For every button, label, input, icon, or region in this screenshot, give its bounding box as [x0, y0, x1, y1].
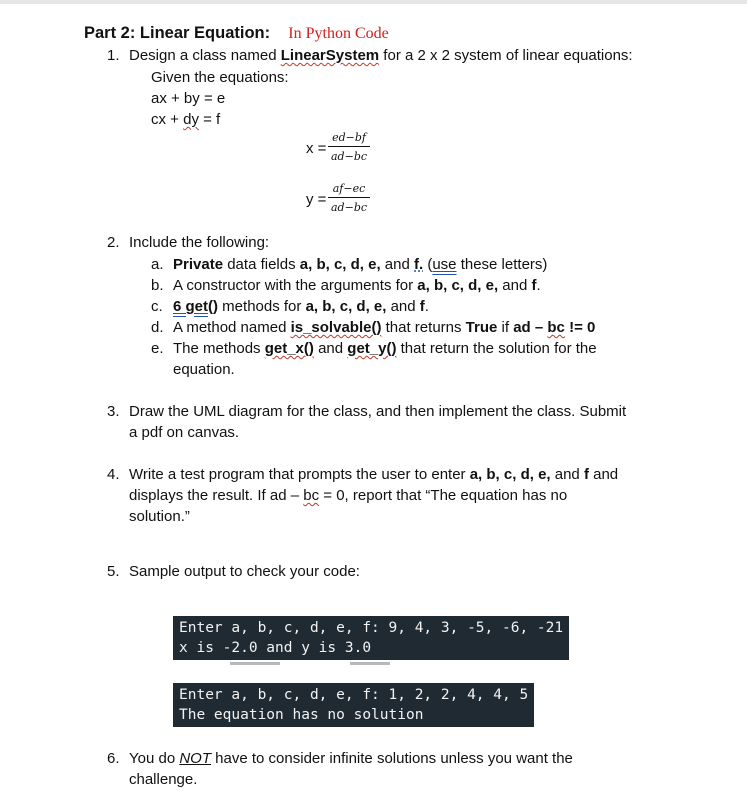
item-4-number: 4. — [107, 466, 120, 483]
item-2e-t2: and — [313, 340, 348, 357]
item-2a-t4: these letters) — [456, 256, 548, 273]
item-6-line1 — [129, 750, 573, 767]
item-2c-f: f — [419, 298, 425, 315]
item-1-number: 1. — [107, 47, 120, 64]
item-3-line1: Draw the UML diagram for the class, and then implement the class. Submit — [129, 403, 627, 420]
language-note: In Python Code — [288, 25, 389, 42]
y-numerator: af−ec — [332, 182, 366, 195]
y-formula-label: y = — [306, 191, 327, 208]
item-2c-end: . — [424, 298, 429, 315]
item-2b-t2: and — [498, 277, 532, 294]
item-2d-t2: that returns — [381, 319, 466, 336]
equation-1: ax + by = e — [151, 90, 226, 107]
item-4-l1-f: f — [583, 466, 589, 483]
item-2d-cond2: != 0 — [564, 319, 596, 336]
x-formula-label: x = — [306, 140, 327, 157]
private-word: Private — [173, 256, 224, 273]
item-2a-t2: and — [380, 256, 414, 273]
item-1-post: for a 2 x 2 system of linear equations: — [379, 47, 633, 64]
equation-2-pre: cx + — [151, 111, 184, 128]
page-title: Part 2: Linear Equation: — [84, 24, 271, 42]
x-fraction-bar — [328, 146, 370, 147]
item-2c-letter: c. — [151, 298, 163, 315]
get-y-method: get_y() — [347, 340, 397, 357]
item-6-t1: You do — [129, 750, 180, 767]
heading — [84, 24, 389, 43]
item-4-l2-bc: bc — [303, 487, 320, 504]
item-2b-letter: b. — [151, 277, 164, 294]
equation-2-dy: dy — [183, 111, 199, 128]
item-2a-vars: a, b, c, d, e, — [299, 256, 381, 273]
y-fraction-bar — [328, 197, 370, 198]
console-2-line-1: Enter a, b, c, d, e, f: 1, 2, 2, 4, 4, 5 — [179, 687, 529, 703]
item-6-t2: have to consider infinite solutions unless you want the — [211, 750, 573, 767]
top-border — [0, 0, 747, 4]
console-sample-2 — [173, 683, 534, 727]
item-5-text: Sample output to check your code: — [129, 563, 360, 580]
faded-artifact — [230, 662, 280, 665]
console-1-line-2: x is -2.0 and y is 3.0 — [179, 640, 372, 656]
item-3-number: 3. — [107, 403, 120, 420]
item-2d-t1: A method named — [173, 319, 291, 336]
faded-artifact — [350, 662, 390, 665]
item-4-line3: solution.” — [129, 508, 190, 525]
item-2d-t3: if — [497, 319, 514, 336]
item-2c-t2: and — [386, 298, 420, 315]
item-2a-f: f. — [414, 256, 424, 273]
console-sample-1 — [173, 616, 569, 660]
item-2d-bc: bc — [547, 319, 565, 336]
item-2e-text — [173, 340, 597, 357]
x-denominator: ad−bc — [331, 150, 368, 163]
equation-2-post: = f — [198, 111, 221, 128]
item-1-text — [129, 47, 633, 64]
class-name: LinearSystem — [280, 47, 380, 64]
item-2a-letter: a. — [151, 256, 164, 273]
equation-2 — [151, 111, 220, 128]
item-4-line2 — [129, 487, 567, 504]
item-2a-t3: ( — [423, 256, 433, 273]
console-2-line-2: The equation has no solution — [179, 707, 424, 723]
get-x-method: get_x() — [264, 340, 314, 357]
true-word: True — [465, 319, 498, 336]
item-4-l1-vars: a, b, c, d, e, — [469, 466, 551, 483]
x-formula — [328, 131, 370, 163]
item-4-line1 — [129, 466, 618, 483]
item-2d-text — [173, 319, 595, 336]
item-4-l2-t2: = 0, report that “The equation has no — [319, 487, 568, 504]
item-2c-vars: a, b, c, d, e, — [305, 298, 387, 315]
item-2c-get: 6 get — [173, 298, 209, 315]
not-emphasis: NOT — [179, 750, 212, 767]
item-2b-vars: a, b, c, d, e, — [417, 277, 499, 294]
item-2d-cond1: ad – — [513, 319, 548, 336]
y-denominator: ad−bc — [331, 201, 368, 214]
item-4-l2-t1: displays the result. If ad – — [129, 487, 304, 504]
item-2c-paren: () — [208, 298, 219, 315]
item-2d-letter: d. — [151, 319, 164, 336]
item-2c-text — [173, 298, 429, 315]
item-2b-end: . — [536, 277, 541, 294]
item-1-pre: Design a class named — [129, 47, 281, 64]
item-4-l1-t2: and — [550, 466, 584, 483]
item-2a-text — [173, 256, 547, 273]
item-2a-use: use — [432, 256, 457, 273]
item-3-line2: a pdf on canvas. — [129, 424, 240, 441]
item-2b-f: f — [531, 277, 537, 294]
is-solvable-method: is_solvable() — [290, 319, 382, 336]
item-6-number: 6. — [107, 750, 120, 767]
y-formula — [328, 182, 370, 214]
item-6-line2: challenge. — [129, 771, 198, 788]
item-2e-t1: The methods — [173, 340, 265, 357]
item-2e-line2: equation. — [173, 361, 235, 378]
item-2b-t1: A constructor with the arguments for — [173, 277, 418, 294]
console-1-line-1: Enter a, b, c, d, e, f: 9, 4, 3, -5, -6, -21 — [179, 620, 564, 636]
item-2e-letter: e. — [151, 340, 164, 357]
item-4-l1-t3: and — [588, 466, 619, 483]
item-2a-t1: data fields — [223, 256, 300, 273]
x-numerator: ed−bf — [332, 131, 366, 144]
given-label: Given the equations: — [151, 69, 289, 86]
item-2e-t3: that return the solution for the — [396, 340, 597, 357]
item-2b-text — [173, 277, 541, 294]
item-2c-t1: methods for — [218, 298, 306, 315]
item-5-number: 5. — [107, 563, 120, 580]
item-4-l1-t1: Write a test program that prompts the user to enter — [129, 466, 470, 483]
item-2-text: Include the following: — [129, 234, 270, 251]
item-2-number: 2. — [107, 234, 120, 251]
